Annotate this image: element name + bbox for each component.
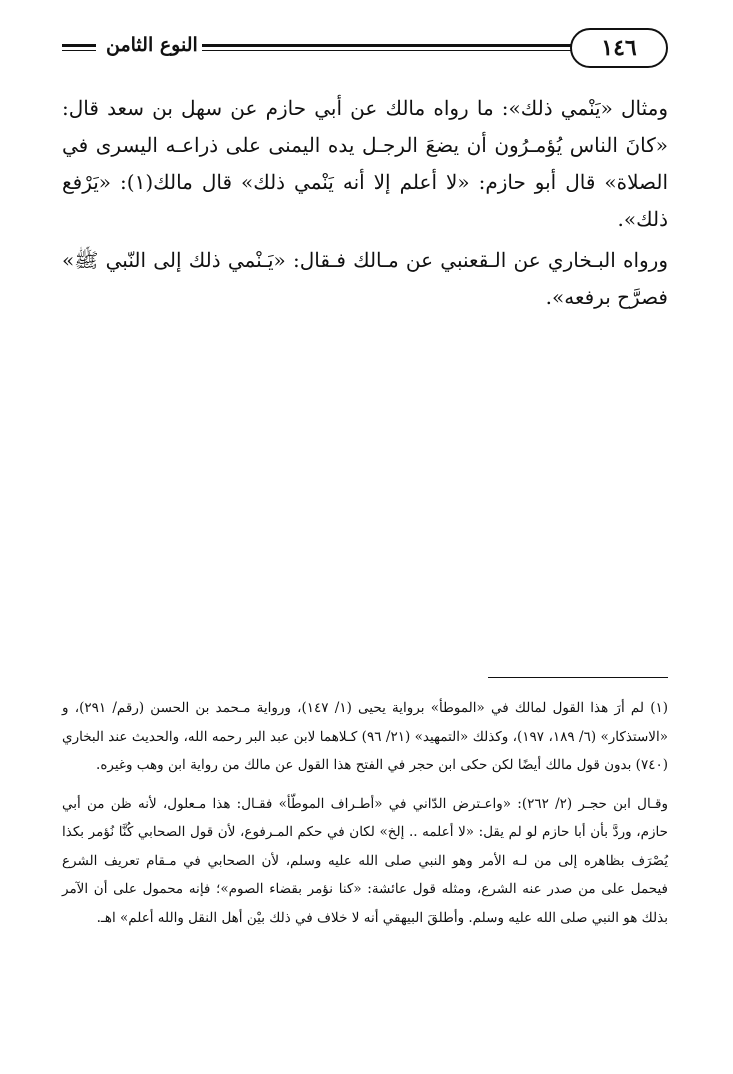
- paragraph: ورواه البـخاري عن الـقعنبي عن مـالك فـقال: «يَـنْمي ذلك إلى النّبي ﷺ» فصرَّح برفعه».: [62, 248, 668, 309]
- running-header: [62, 28, 668, 70]
- footnote: (١) لم أرَ هذا القول لمالك في «الموطأ» برواية يحيى (١/ ١٤٧)، ورواية مـحمد بن الحسن (رقم/ ٢٩١)، و «الاستذكار» (٦/ ١٨٩، ١٩٧)، وكذلك «التمهيد» (٢١/ ٩٦) كـلاهما لابن عبد البر رحمه الله، والحديث عند البخاري (٧٤٠) بدون قول مالك أيضًا لكن حكى ابن حجر في الفتح هذا القول عن مالك من رواية ابن وهب وغيره.: [62, 700, 669, 773]
- paragraph: ومثال «يَنْمي ذلك»: ما رواه مالك عن أبي حازم عن سهل بن سعد قال: «كانَ الناس يُؤمـرُون أن يضعَ الرجـل يده اليمنى على ذراعـه اليسرى في الصلاة» قال أبو حازم: «لا أعلم إلا أنه يَنْمي ذلك» قال مالك(١): «يَرْفع ذلك».: [62, 96, 668, 231]
- header-rule-thin: [202, 50, 572, 51]
- footnotes: [62, 694, 668, 942]
- header-dash-thin: [62, 50, 96, 51]
- header-dash: [62, 44, 96, 47]
- main-text: [62, 90, 668, 320]
- chapter-title: النوع الثامن: [106, 34, 198, 56]
- page-number: ١٤٦: [570, 28, 668, 68]
- footnote-continuation: وقـال ابن حجـر (٢/ ٢٦٢): «واعـترض الدّاني في «أطـراف الموطّأ» فقـال: هذا مـعلول، لأنه ظن من أبي حازم، وردَّ بأن أبا حازم لو لم يقل: «لا أعلمه .. إلخ» لكان في حكم المـرفوع، لأن قول الصحابي كُنَّا نُؤمر بكذا يُصْرَف بظاهره إلى من لـه الأمر وهو النبي صلى الله عليه وسلم، لأن الصحابي في مـقام تعريف الشرع فيحمل على من صدر عنه الشرع، ومثله قول عائشة: «كنا نؤمر بقضاء الصوم»؛ فإنه محمول على أن الآمر بذلك هو النبي صلى الله عليه وسلم. وأطلقَ البيهقي أنه لا خلاف في ذلك بيْن أهل النقل والله أعلم» اهـ.: [62, 795, 668, 926]
- footnote-separator: [488, 677, 668, 678]
- header-rule: [202, 44, 572, 47]
